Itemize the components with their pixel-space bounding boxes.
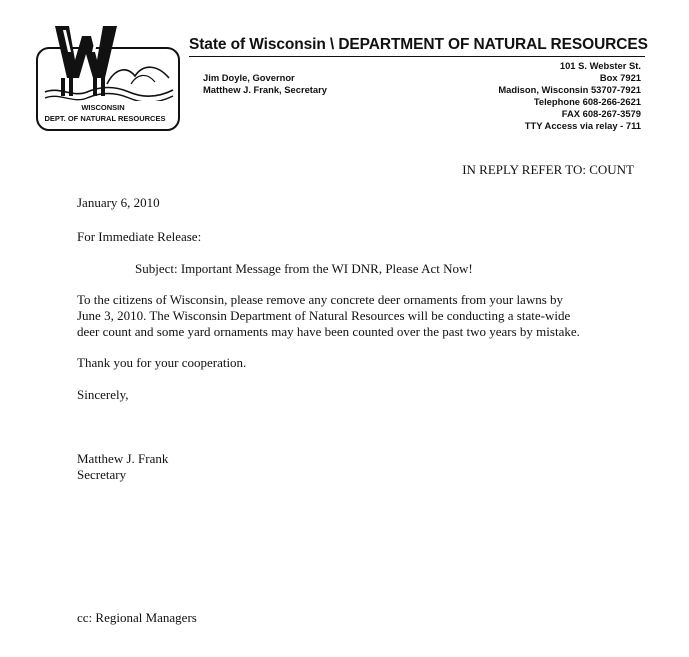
officials-block bbox=[203, 72, 327, 96]
cc-line: cc: Regional Managers bbox=[77, 610, 197, 625]
subject-line: Subject: Important Message from the WI DNR, Please Act Now! bbox=[135, 261, 473, 276]
signature-title: Secretary bbox=[77, 467, 127, 482]
signature-block bbox=[77, 451, 168, 483]
body-line: deer count and some yard ornaments may have been counted over the past two years by mistake. bbox=[77, 324, 580, 339]
official-secretary: Matthew J. Frank, Secretary bbox=[203, 84, 328, 95]
address-block bbox=[498, 60, 641, 132]
official-governor: Jim Doyle, Governor bbox=[203, 72, 295, 83]
address-street: 101 S. Webster St. bbox=[559, 60, 641, 71]
dnr-logo bbox=[35, 26, 183, 134]
release-line: For Immediate Release: bbox=[77, 229, 202, 244]
logo-text-line2: DEPT. OF NATURAL RESOURCES bbox=[44, 114, 166, 123]
address-tty: TTY Access via relay - 711 bbox=[524, 120, 641, 131]
thanks-line: Thank you for your cooperation. bbox=[77, 355, 247, 370]
header-divider bbox=[189, 56, 645, 57]
address-box: Box 7921 bbox=[599, 72, 641, 83]
letter-date: January 6, 2010 bbox=[77, 195, 160, 210]
dnr-logo-emblem-icon bbox=[35, 26, 183, 134]
reply-refer: IN REPLY REFER TO: COUNT bbox=[462, 162, 634, 177]
address-telephone: Telephone 608-266-2621 bbox=[533, 96, 641, 107]
body-line: June 3, 2010. The Wisconsin Department of Natural Resources will be conducting a state-wide bbox=[77, 308, 571, 323]
agency-title: State of Wisconsin \ DEPARTMENT OF NATURAL RESOURCES bbox=[189, 36, 648, 53]
address-fax: FAX 608-267-3579 bbox=[561, 108, 641, 119]
logo-text-line1: WISCONSIN bbox=[81, 103, 125, 112]
address-city: Madison, Wisconsin 53707-7921 bbox=[498, 84, 641, 95]
signature-name: Matthew J. Frank bbox=[77, 451, 169, 466]
body-paragraph bbox=[77, 292, 580, 340]
body-line: To the citizens of Wisconsin, please remove any concrete deer ornaments from your lawns by bbox=[77, 292, 564, 307]
closing-line: Sincerely, bbox=[77, 387, 129, 402]
